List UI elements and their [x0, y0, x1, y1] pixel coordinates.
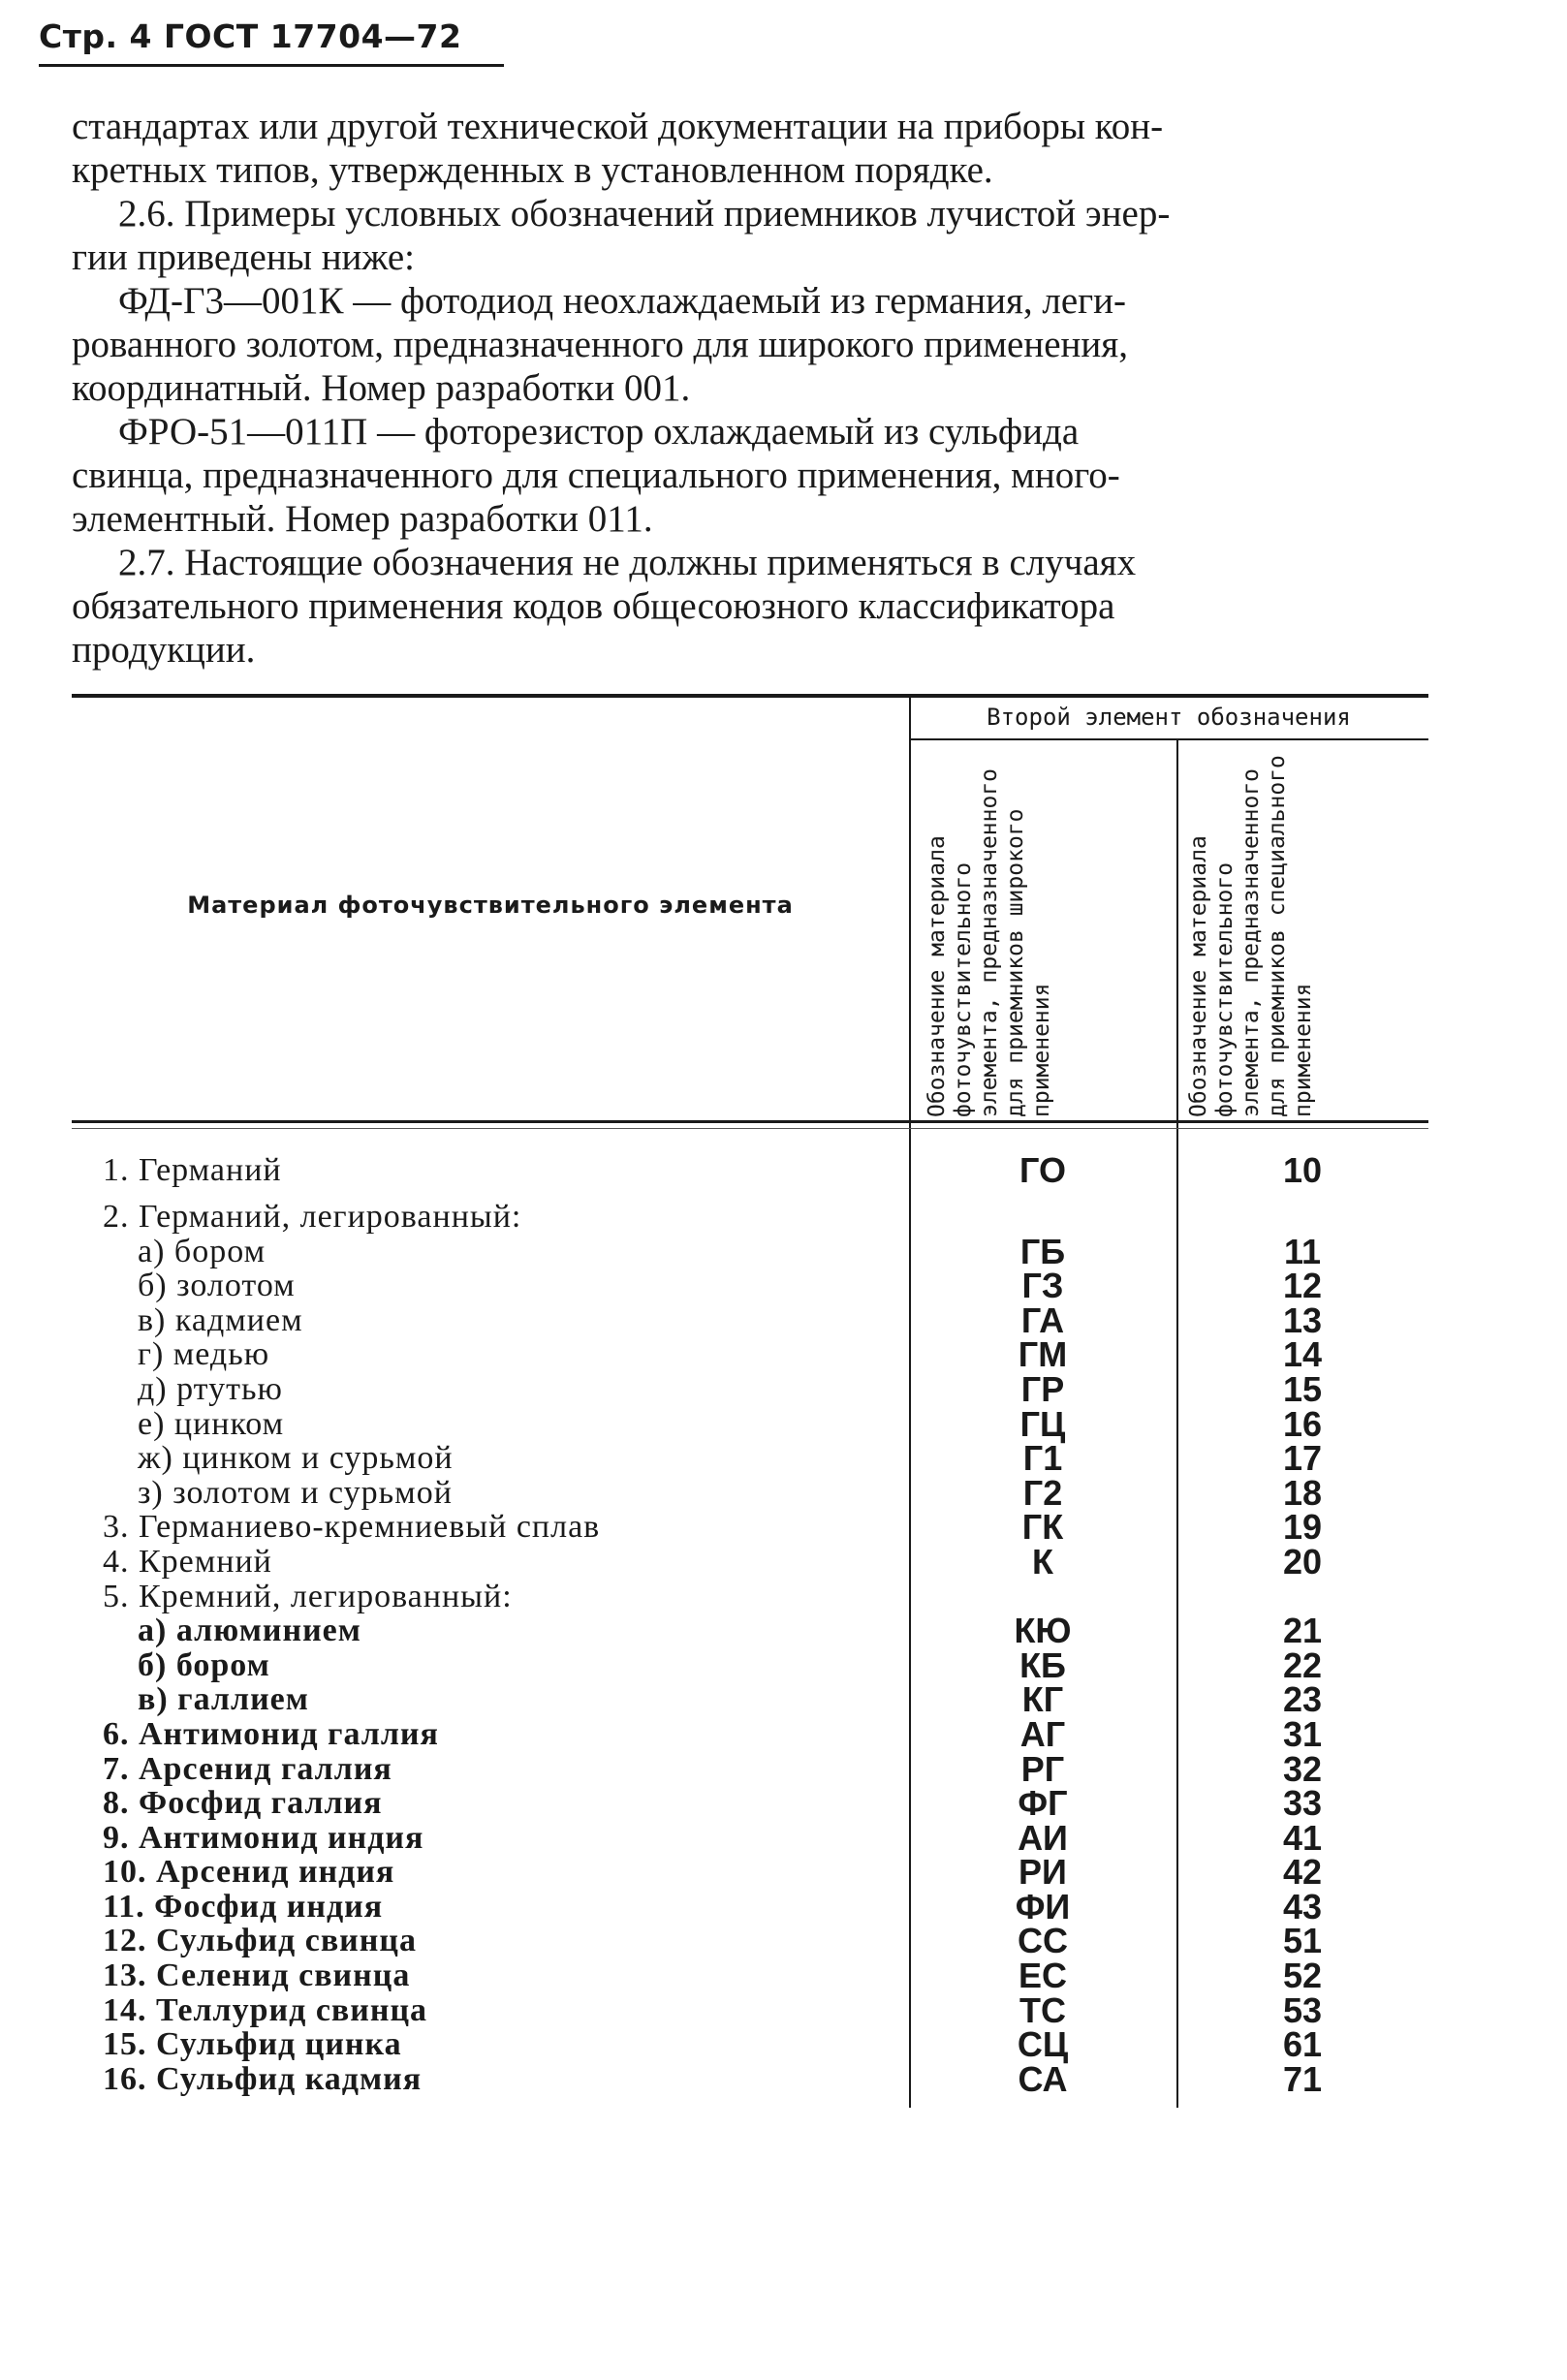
- special-use-code-cell: 33: [1282, 1783, 1323, 1824]
- table-row: [72, 1300, 1428, 1340]
- special-use-code-cell: 42: [1282, 1852, 1323, 1893]
- material-cell: е) цинком: [138, 1405, 285, 1442]
- table-top-rule: [72, 694, 1428, 698]
- table-row: [72, 1748, 1428, 1789]
- special-use-code-cell: 11: [1283, 1231, 1322, 1271]
- table-row: [72, 1438, 1428, 1479]
- wide-use-code-cell: КБ: [1019, 1644, 1066, 1685]
- special-use-code-cell: 20: [1282, 1541, 1323, 1581]
- material-cell: в) кадмием: [138, 1301, 303, 1338]
- special-use-code-cell: 61: [1282, 2024, 1323, 2065]
- special-use-column-header-wrap: [1115, 755, 1493, 1117]
- table-row: [72, 2058, 1428, 2099]
- special-use-code-cell: 15: [1282, 1368, 1323, 1409]
- table-row: [72, 1644, 1428, 1685]
- material-cell: 16. Сульфид кадмия: [103, 2060, 423, 2097]
- special-use-code-cell: 12: [1282, 1266, 1323, 1306]
- special-use-code-cell: 53: [1282, 1989, 1323, 2030]
- material-cell: 12. Сульфид свинца: [103, 1923, 417, 1959]
- material-cell: 11. Фосфид индия: [103, 1888, 384, 1925]
- material-cell: 10. Арсенид индия: [103, 1854, 395, 1891]
- wide-use-code-cell: ФИ: [1015, 1886, 1071, 1926]
- table-row: [72, 1200, 1428, 1235]
- special-use-code-cell: 18: [1282, 1472, 1323, 1513]
- header-group-title: Второй элемент обозначения: [987, 704, 1351, 731]
- special-use-code-cell: 19: [1282, 1507, 1323, 1548]
- table-row: [72, 2024, 1428, 2065]
- table-row: [72, 1713, 1428, 1754]
- wide-use-code-cell: ГО: [1019, 1150, 1066, 1190]
- text-line: гии приведены ниже:: [72, 236, 416, 278]
- wide-use-code-cell: Г1: [1022, 1438, 1063, 1479]
- material-cell: в) галлием: [138, 1681, 309, 1718]
- special-use-code-cell: 31: [1282, 1713, 1323, 1754]
- page-header: Стр. 4 ГОСТ 17704—72: [39, 17, 462, 55]
- table-row: [72, 1989, 1428, 2030]
- special-use-code-cell: [1176, 1580, 1428, 1614]
- text-line: 2.7. Настоящие обозначения не должны применяться в случаях: [118, 542, 1137, 583]
- material-cell: 14. Теллурид свинца: [103, 1991, 428, 2028]
- text-line: продукции.: [72, 629, 256, 671]
- material-cell: д) ртутью: [138, 1370, 283, 1407]
- wide-use-code-cell: ГЦ: [1019, 1403, 1066, 1444]
- wide-use-code-cell: ГМ: [1018, 1334, 1068, 1375]
- text-line: 2.6. Примеры условных обозначений приемников лучистой энер-: [118, 193, 1171, 235]
- special-use-code-cell: 13: [1282, 1300, 1323, 1340]
- table-row: [72, 1266, 1428, 1306]
- table-row: [72, 1886, 1428, 1926]
- table-row: [72, 1151, 1428, 1200]
- text-line: ФД-Г3—001К — фотодиод неохлаждаемый из германия, леги-: [118, 280, 1127, 322]
- text-line: стандартах или другой технической документации на приборы кон-: [72, 106, 1164, 147]
- material-cell: 15. Сульфид цинка: [103, 2026, 402, 2063]
- material-cell: ж) цинком и сурьмой: [138, 1440, 454, 1477]
- special-use-code-cell: 51: [1282, 1921, 1323, 1961]
- material-cell: 13. Селенид свинца: [103, 1957, 411, 1994]
- text-line: ФРО-51—011П — фоторезистор охлаждаемый из сульфида: [118, 411, 1080, 453]
- material-cell: г) медью: [138, 1336, 270, 1373]
- text-line: координатный. Номер разработки 001.: [72, 367, 691, 409]
- material-cell: б) золотом: [138, 1268, 296, 1304]
- wide-use-code-cell: СЦ: [1017, 2024, 1069, 2065]
- special-use-code-cell: 52: [1282, 1956, 1323, 1996]
- special-use-code-cell: 14: [1282, 1334, 1323, 1375]
- table-row: [72, 1231, 1428, 1271]
- special-use-code-cell: 71: [1282, 2058, 1323, 2099]
- table-row: [72, 1783, 1428, 1824]
- table-header-rule: [72, 1128, 1428, 1129]
- header-rule: [39, 64, 504, 67]
- special-use-code-cell: 16: [1282, 1403, 1323, 1444]
- body-text: [72, 105, 1428, 672]
- material-cell: з) золотом и сурьмой: [138, 1474, 453, 1511]
- wide-use-code-cell: СА: [1018, 2058, 1068, 2099]
- material-cell: 6. Антимонид галлия: [103, 1715, 439, 1752]
- wide-use-code-cell: ГА: [1020, 1300, 1065, 1340]
- material-cell: б) бором: [138, 1646, 270, 1683]
- material-cell: 3. Германиево-кремниевый сплав: [103, 1509, 601, 1546]
- material-cell: 1. Германий: [103, 1152, 282, 1188]
- special-use-column-header: Обозначение материала фоточувствительного элемента, предназначенного для приемников специального применения: [1186, 755, 1316, 1117]
- table-row: [72, 1472, 1428, 1513]
- table-row: [72, 1541, 1428, 1581]
- table-row: [72, 1817, 1428, 1858]
- table-row: [72, 1334, 1428, 1375]
- special-use-code-cell: [1176, 1200, 1428, 1235]
- table-row: [72, 1403, 1428, 1444]
- wide-use-code-cell: ТС: [1019, 1989, 1066, 2030]
- wide-use-code-cell: ГБ: [1019, 1231, 1066, 1271]
- table-row: [72, 1507, 1428, 1548]
- wide-use-code-cell: СС: [1018, 1921, 1068, 1961]
- wide-use-code-cell: РИ: [1019, 1852, 1067, 1893]
- table-row: [72, 1852, 1428, 1893]
- wide-use-code-cell: РГ: [1020, 1748, 1065, 1789]
- wide-use-code-cell: ГЗ: [1021, 1266, 1064, 1306]
- wide-use-code-cell: ГР: [1020, 1368, 1065, 1409]
- wide-use-code-cell: КГ: [1021, 1679, 1064, 1720]
- wide-use-code-cell: К: [1032, 1541, 1053, 1581]
- material-column-header: Материал фоточувствительного элемента: [187, 892, 794, 919]
- wide-use-column-header: Обозначение материала фоточувствительного элемента, предназначенного для приемников широкого применения: [925, 767, 1054, 1117]
- wide-use-code-cell: ФГ: [1018, 1783, 1068, 1824]
- material-cell: 4. Кремний: [103, 1543, 272, 1580]
- wide-use-code-cell: АИ: [1018, 1817, 1068, 1858]
- special-use-code-cell: 22: [1282, 1644, 1323, 1685]
- special-use-code-cell: 17: [1282, 1438, 1323, 1479]
- special-use-code-cell: 32: [1282, 1748, 1323, 1789]
- table-row: [72, 1956, 1428, 1996]
- text-line: элементный. Номер разработки 011.: [72, 498, 653, 540]
- special-use-code-cell: 21: [1282, 1611, 1323, 1651]
- material-cell: 7. Арсенид галлия: [103, 1750, 392, 1787]
- table-row: [72, 1679, 1428, 1720]
- special-use-code-cell: 10: [1282, 1150, 1323, 1190]
- wide-use-code-cell: [909, 1580, 1176, 1614]
- material-cell: 8. Фосфид галлия: [103, 1785, 383, 1822]
- table-row: [72, 1368, 1428, 1409]
- special-use-code-cell: 23: [1282, 1679, 1323, 1720]
- text-line: свинца, предназначенного для специального применения, много-: [72, 454, 1120, 496]
- wide-use-code-cell: ЕС: [1018, 1956, 1067, 1996]
- material-cell: а) алюминием: [138, 1613, 361, 1649]
- text-line: обязательного применения кодов общесоюзного классификатора: [72, 585, 1115, 627]
- wide-use-code-cell: ГК: [1021, 1507, 1064, 1548]
- wide-use-code-cell: [909, 1200, 1176, 1235]
- wide-use-code-cell: КЮ: [1014, 1611, 1072, 1651]
- table-row: [72, 1921, 1428, 1961]
- material-cell: 9. Антимонид индия: [103, 1819, 424, 1856]
- text-line: рованного золотом, предназначенного для широкого применения,: [72, 324, 1128, 365]
- wide-use-code-cell: АГ: [1019, 1713, 1066, 1754]
- material-cell: 5. Кремний, легированный:: [103, 1578, 513, 1614]
- wide-use-code-cell: Г2: [1022, 1472, 1063, 1513]
- table-header-rule: [72, 1120, 1428, 1123]
- special-use-code-cell: 43: [1282, 1886, 1323, 1926]
- table-body: [72, 1150, 1428, 2099]
- special-use-code-cell: 41: [1282, 1817, 1323, 1858]
- material-cell: а) бором: [138, 1233, 266, 1269]
- material-cell: 2. Германий, легированный:: [103, 1199, 522, 1235]
- text-line: кретных типов, утвержденных в установленном порядке.: [72, 149, 993, 191]
- table-row: [72, 1580, 1428, 1614]
- table-row: [72, 1611, 1428, 1651]
